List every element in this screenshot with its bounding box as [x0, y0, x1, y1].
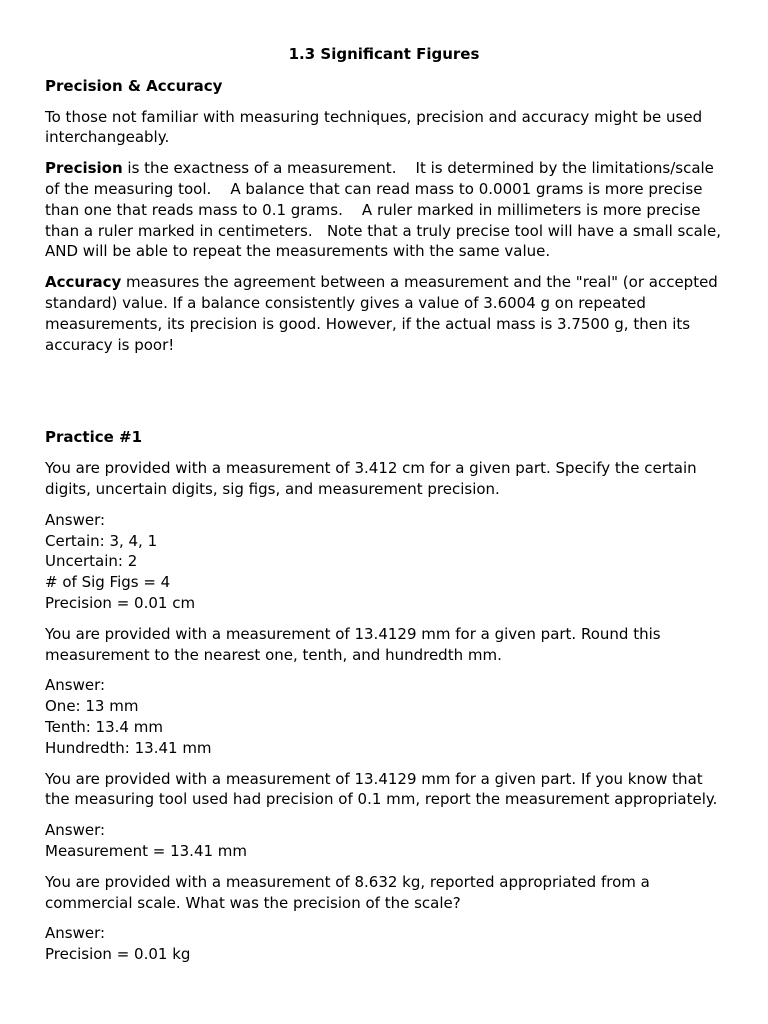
accuracy-paragraph — [45, 272, 723, 355]
intro-paragraph: To those not familiar with measuring techniques, precision and accuracy might be used interchangeably. — [45, 107, 703, 147]
question-4: You are provided with a measurement of 8.632 kg, reported appropriated from a commercial scale. What was the precision of the scale? — [45, 872, 650, 912]
answer-1-line: # of Sig Figs = 4 — [45, 573, 171, 592]
question-1: You are provided with a measurement of 3.412 cm for a given part. Specify the certain digits, uncertain digits, sig figs, and measurement precision. — [45, 459, 697, 498]
answer-4 — [45, 923, 723, 965]
answer-1-line: Answer: — [45, 510, 106, 529]
precision-paragraph — [45, 158, 726, 262]
answer-1-line: Uncertain: 2 — [45, 552, 138, 571]
answer-2-line: One: 13 mm — [45, 697, 139, 716]
precision-text: is the exactness of a measurement. It is determined by the limitations/scale of the measuring tool. A balance that can read mass to 0.0001 grams is more precise than one that reads mass to 0.1 grams. A ruler marked in millimeters is more precise than a ruler marked in centimeters. Note that a truly precise tool will have a small scale, AND will be able to repeat the measurements with the same value. — [45, 159, 726, 261]
answer-3 — [45, 820, 723, 862]
precision-term: Precision — [45, 159, 123, 178]
answer-1-line: Certain: 3, 4, 1 — [45, 531, 158, 550]
answer-3-line: Answer: — [45, 821, 106, 840]
answer-4-line: Answer: — [45, 924, 106, 943]
section-heading-practice: Practice #1 — [45, 428, 143, 447]
accuracy-term: Accuracy — [45, 273, 122, 292]
answer-1-line: Precision = 0.01 cm — [45, 593, 196, 612]
question-2: You are provided with a measurement of 13.4129 mm for a given part. Round this measurement to the nearest one, tenth, and hundredth mm. — [45, 624, 661, 664]
question-3: You are provided with a measurement of 13.4129 mm for a given part. If you know that the measuring tool used had precision of 0.1 mm, report the measurement appropriately. — [45, 769, 718, 809]
answer-4-line: Precision = 0.01 kg — [45, 945, 191, 964]
answer-3-line: Measurement = 13.41 mm — [45, 841, 248, 860]
answer-2-line: Tenth: 13.4 mm — [45, 717, 163, 736]
answer-2-line: Hundredth: 13.41 mm — [45, 738, 212, 757]
section-spacer — [45, 365, 723, 427]
page-title: 1.3 Significant Figures — [288, 45, 480, 63]
accuracy-text: measures the agreement between a measurement and the "real" (or accepted standard) value. If a balance consistently gives a value of 3.6004 g on repeated measurements, its precision is good. However, if the actual mass is 3.7500 g, then its accuracy is poor! — [45, 273, 718, 354]
section-heading-precision-accuracy: Precision & Accuracy — [45, 76, 223, 95]
answer-1 — [45, 510, 723, 614]
answer-2 — [45, 675, 723, 758]
answer-2-line: Answer: — [45, 676, 106, 695]
